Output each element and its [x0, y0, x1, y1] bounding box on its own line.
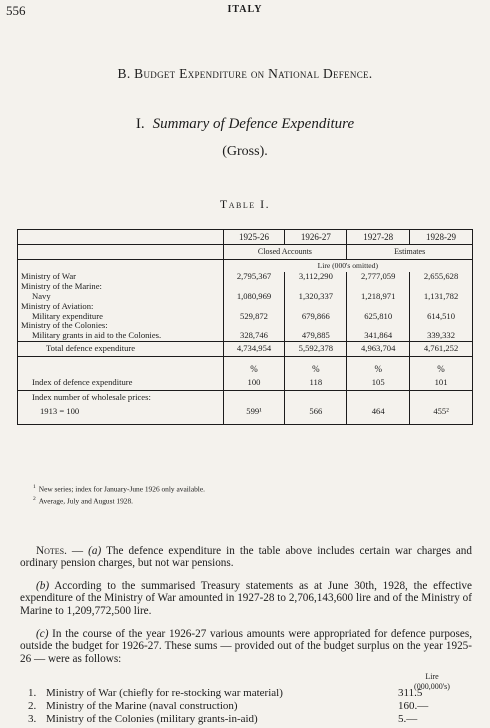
row-group-heading: Ministry of the Marine:	[21, 280, 102, 291]
cell: 625,810	[347, 312, 410, 322]
row-label: Navy	[32, 290, 51, 301]
cell: 2,795,367	[223, 272, 285, 282]
closed-accounts-header: Closed Accounts	[223, 245, 347, 260]
page-number: 556	[6, 3, 26, 18]
percent-sign: %	[347, 362, 410, 376]
row-group-heading: Ministry of Aviation:	[21, 300, 94, 311]
percent-sign: %	[410, 362, 473, 376]
subsection-title	[0, 116, 490, 133]
table-wholesale-row	[18, 405, 473, 419]
percent-sign: %	[223, 362, 285, 376]
unit-label: Lire (000's omitted)	[223, 260, 472, 273]
table-percent-row	[18, 362, 473, 376]
table-footnotes	[33, 482, 205, 507]
cell: 455²	[410, 405, 473, 419]
row-label: 1913 = 100	[40, 406, 80, 417]
row-label: Military grants in aid to the Colonies.	[32, 330, 162, 341]
row-label: Ministry of War	[21, 271, 77, 281]
table-account-type-row	[18, 245, 473, 260]
table-total-row	[18, 342, 473, 357]
cell: 2,655,628	[410, 272, 473, 282]
running-head: ITALY	[227, 4, 263, 15]
subsection-subtitle: (Gross).	[222, 144, 268, 159]
table-year-header-row	[18, 230, 473, 245]
cell: 101	[410, 376, 473, 391]
estimates-header: Estimates	[347, 245, 473, 260]
note-a: Notes. — (a) The defence expenditure in the table above includes certain war charges and ordinary pension charges, but not war pensions.	[20, 545, 472, 570]
list-item: 1. Ministry of War (chiefly for re-stocking war material) 311.5	[28, 687, 423, 699]
cell: 614,510	[410, 312, 473, 322]
list-item: 3. Ministry of the Colonies (military grants-in-aid) 5.—	[28, 713, 418, 725]
footnote: $^2$ Average, July and August 1928.	[33, 496, 134, 506]
cell: 599¹	[223, 405, 285, 419]
cell: 118	[285, 376, 347, 391]
year-header: 1925-26	[223, 230, 285, 245]
note-c: (c) In the course of the year 1926-27 various amounts were appropriated for defence purposes, outside the budget for 1926-27. These sums — provided out of the budget surplus on the year 1925-26 — were as follows:	[20, 628, 472, 665]
row-label: Military expenditure	[32, 310, 103, 321]
cell: 100	[223, 376, 285, 391]
year-header: 1926-27	[285, 230, 347, 245]
table-row	[18, 391, 473, 406]
cell: 4,963,704	[347, 342, 410, 357]
note-b: (b) According to the summarised Treasury statements as at June 30th, 1928, the effective expenditure of the Ministry of War amounted in 1927-28 to 2,706,143,600 lire and of the Ministry of Marine to 1,209,772,500 lire.	[20, 580, 472, 617]
cell: 479,885	[285, 331, 347, 341]
year-header: 1928-29	[410, 230, 473, 245]
cell: 339,332	[410, 331, 473, 341]
cell: 3,112,290	[285, 272, 347, 282]
cell: 4,734,954	[223, 342, 285, 357]
percent-sign: %	[285, 362, 347, 376]
list-unit-header: Lire (000,000's)	[414, 672, 450, 691]
cell: 328,746	[223, 331, 285, 341]
table-row	[18, 331, 473, 341]
list-item: 2. Ministry of the Marine (naval construction) 160.—	[28, 700, 429, 712]
cell: 1,320,337	[285, 292, 347, 302]
row-group-heading: Ministry of the Colonies:	[21, 320, 108, 331]
cell: 1,131,782	[410, 292, 473, 302]
cell: 1,080,969	[223, 292, 285, 302]
row-label: Index of defence expenditure	[18, 376, 224, 391]
appropriations-list	[28, 687, 480, 726]
subsection-title-text: Summary of Defence Expenditure	[152, 116, 355, 132]
year-header: 1927-28	[347, 230, 410, 245]
footnote: $^1$ New series; index for January-June 1926 only available.	[33, 484, 205, 494]
table-caption: Table I.	[219, 197, 271, 211]
cell: 464	[347, 405, 410, 419]
row-label: Index number of wholesale prices:	[32, 392, 151, 403]
cell: 4,761,252	[410, 342, 473, 357]
row-label: Total defence expenditure	[18, 342, 224, 357]
cell: 105	[347, 376, 410, 391]
cell: 529,872	[223, 312, 285, 322]
cell: 679,866	[285, 312, 347, 322]
section-title: B. Budget Expenditure on National Defence.	[117, 66, 373, 81]
subsection-number: I.	[135, 116, 145, 132]
cell: 1,218,971	[347, 292, 410, 302]
cell: 566	[285, 405, 347, 419]
cell: 2,777,059	[347, 272, 410, 282]
defence-expenditure-table	[17, 229, 473, 425]
table-index-row	[18, 376, 473, 391]
cell: 5,592,378	[285, 342, 347, 357]
cell: 341,864	[347, 331, 410, 341]
